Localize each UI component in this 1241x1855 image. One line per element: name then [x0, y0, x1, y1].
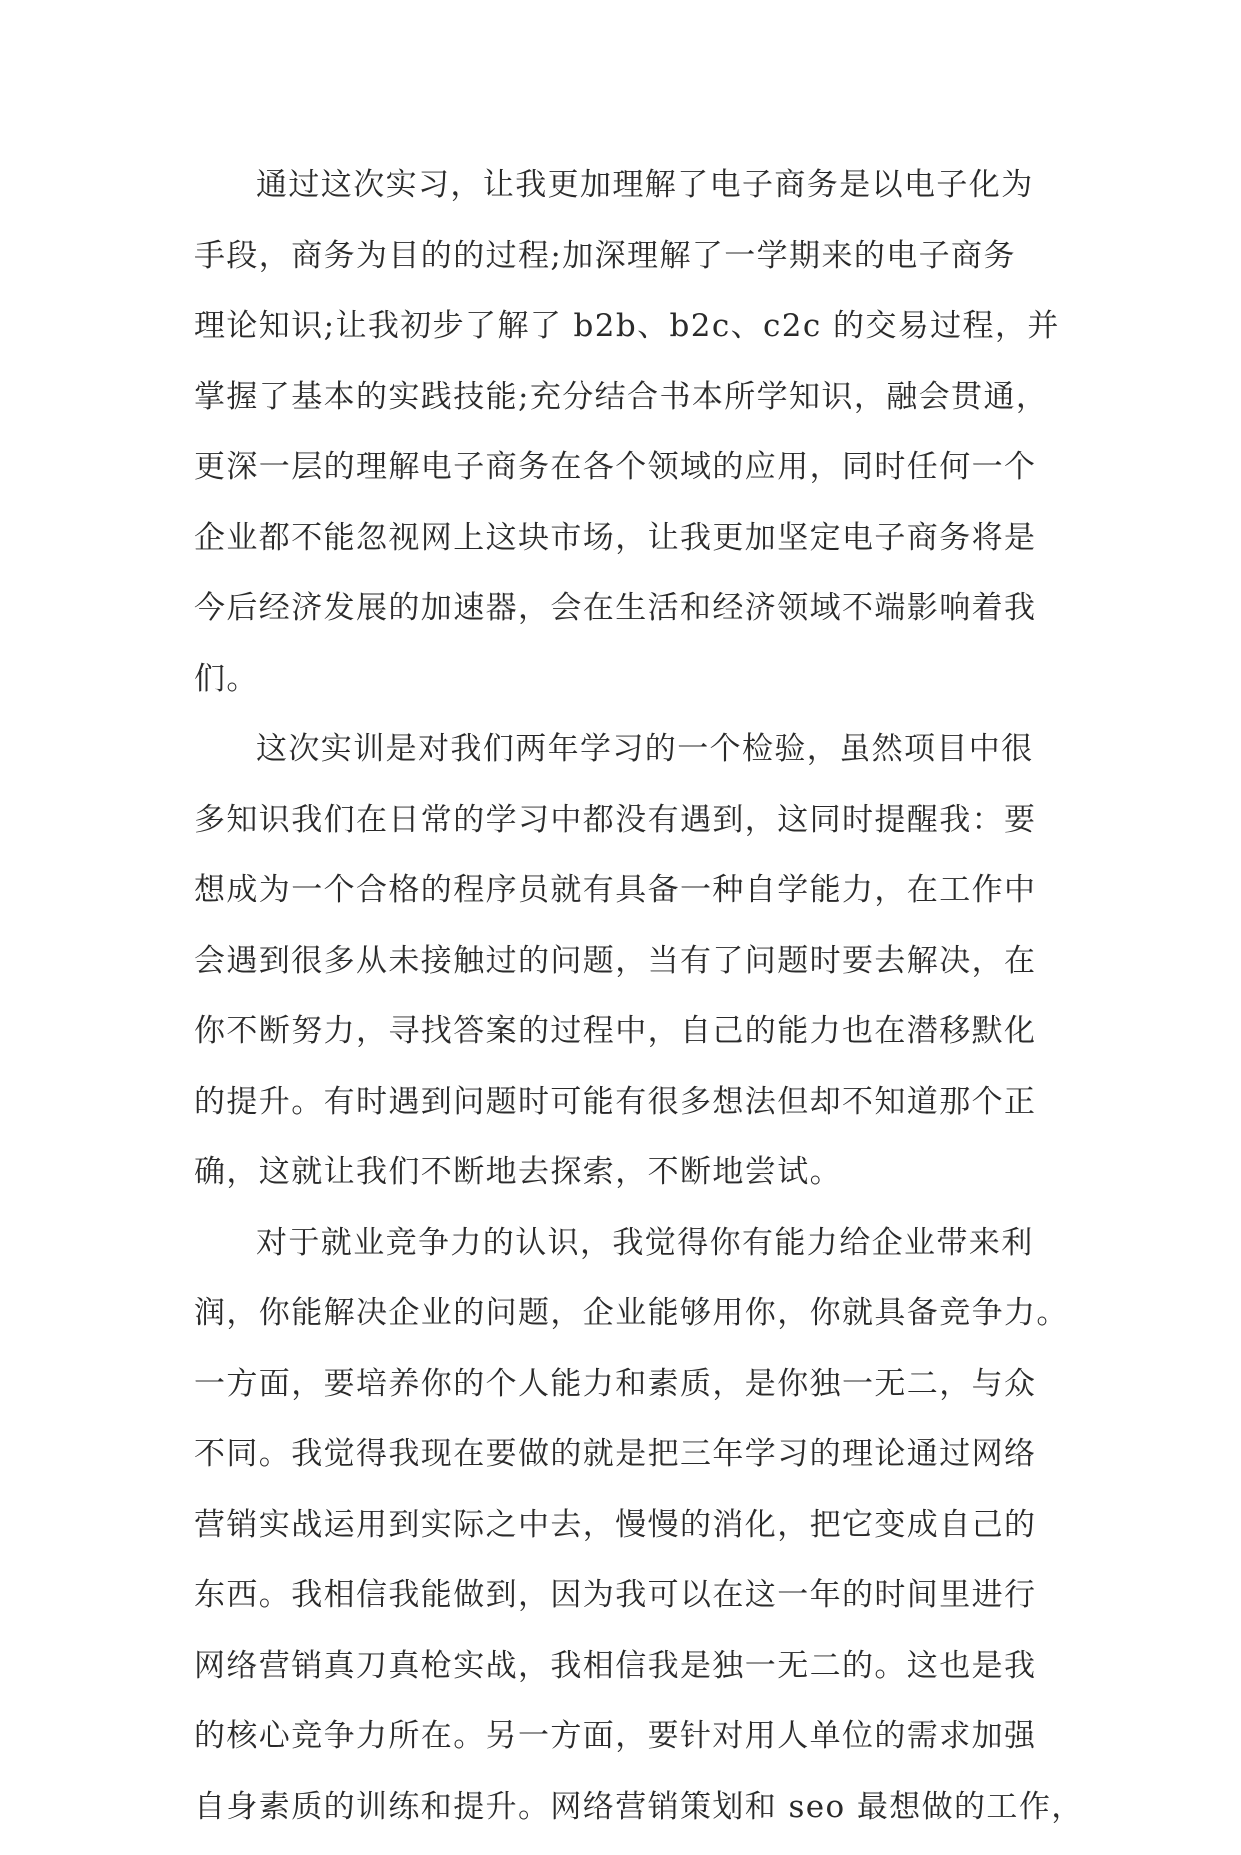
text-line: 今后经济发展的加速器，会在生活和经济领域不端影响着我 — [194, 590, 1037, 626]
text-line: 这次实训是对我们两年学习的一个检验，虽然项目中很 — [256, 731, 1034, 767]
text-line: 网络营销真刀真枪实战，我相信我是独一无二的。这也是我 — [194, 1647, 1037, 1684]
text-line: 更深一层的理解电子商务在各个领域的应用，同时任何一个 — [194, 449, 1037, 485]
text-line: 的核心竞争力所在。另一方面，要针对用人单位的需求加强 — [194, 1718, 1037, 1754]
text-line: 自身素质的训练和提升。网络营销策划和 seo 最想做的工作， — [194, 1788, 1084, 1825]
text-line: 的提升。有时遇到问题时可能有很多想法但却不知道那个正 — [194, 1083, 1037, 1120]
text-line: 会遇到很多从未接触过的问题，当有了问题时要去解决，在 — [194, 942, 1037, 979]
paragraph-2 — [194, 727, 1054, 1194]
text-line: 手段，商务为目的的过程;加深理解了一学期来的电子商务 — [194, 237, 1016, 274]
text-line: 营销实战运用到实际之中去，慢慢的消化，把它变成自己的 — [194, 1506, 1037, 1543]
text-line: 掌握了基本的实践技能;充分结合书本所学知识，融会贯通， — [194, 378, 1049, 415]
text-line: 东西。我相信我能做到，因为我可以在这一年的时间里进行 — [194, 1577, 1037, 1613]
text-line: 想成为一个合格的程序员就有具备一种自学能力，在工作中 — [194, 872, 1037, 908]
paragraph-1 — [194, 163, 1060, 701]
text-line: 们。 — [194, 660, 259, 697]
text-line: 不同。我觉得我现在要做的就是把三年学习的理论通过网络 — [194, 1436, 1037, 1472]
text-line: 理论知识;让我初步了解了 b2b、b2c、c2c 的交易过程，并 — [194, 308, 1060, 344]
text-line: 一方面，要培养你的个人能力和素质，是你独一无二，与众 — [194, 1365, 1037, 1402]
text-line: 通过这次实习，让我更加理解了电子商务是以电子化为 — [256, 167, 1034, 203]
text-line: 企业都不能忽视网上这块市场，让我更加坚定电子商务将是 — [194, 519, 1037, 556]
paragraph-3 — [194, 1221, 1084, 1829]
document-body — [194, 163, 1084, 1855]
text-line: 你不断努力，寻找答案的过程中，自己的能力也在潜移默化 — [194, 1013, 1037, 1049]
text-line: 对于就业竞争力的认识，我觉得你有能力给企业带来利 — [256, 1224, 1034, 1261]
text-line: 多知识我们在日常的学习中都没有遇到，这同时提醒我：要 — [194, 801, 1037, 838]
text-line: 润，你能解决企业的问题，企业能够用你，你就具备竞争力。 — [194, 1295, 1069, 1331]
text-line: 确，这就让我们不断地去探索，不断地尝试。 — [194, 1154, 842, 1190]
